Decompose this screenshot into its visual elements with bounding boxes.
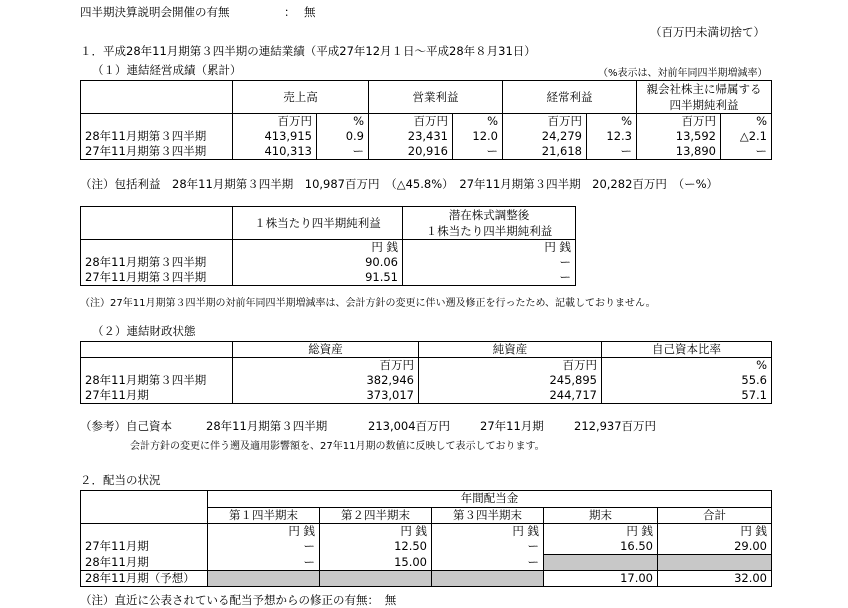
table-row (81, 129, 772, 144)
row-label: 28年11月期（予想） (81, 571, 208, 587)
equity-ref-period2: 27年11月期 (480, 419, 544, 433)
header-ordinary-income: 経常利益 (503, 81, 637, 114)
unit-row-label (81, 358, 233, 374)
header-net-income-line1: 親会社株主に帰属する (637, 81, 772, 98)
header-total: 合計 (658, 507, 772, 524)
value-cell: 29.00 (658, 539, 772, 555)
shaded-cell (432, 571, 544, 587)
value-cell: 0.9 (317, 129, 369, 144)
value-cell: 32.00 (658, 571, 772, 587)
unit-note: （百万円未満切捨て） (650, 25, 765, 39)
blank-header-cell (81, 207, 233, 240)
unit-row-label (81, 114, 233, 130)
unit-cell: 円 銭 (544, 524, 658, 540)
value-cell: 57.1 (602, 388, 772, 404)
blank-header-cell (81, 491, 208, 524)
header-net-assets: 純資産 (419, 342, 602, 358)
briefing-value: 無 (304, 5, 316, 19)
value-cell: 91.51 (233, 270, 403, 286)
equity-ref-value2: 212,937百万円 (574, 419, 657, 433)
unit-cell: 円 銭 (208, 524, 320, 540)
briefing-label: 四半期決算説明会開催の有無 (80, 5, 230, 19)
table-row (81, 571, 772, 587)
header-diluted-eps-line2: １株当たり四半期純利益 (403, 223, 576, 240)
equity-ref-period1: 28年11月期第３四半期 (206, 419, 328, 433)
value-cell: 410,313 (233, 144, 317, 160)
row-label: 28年11月期第３四半期 (81, 373, 233, 388)
value-cell: 15.00 (320, 555, 432, 571)
value-cell: 12.50 (320, 539, 432, 555)
table-row (81, 388, 772, 404)
header-diluted-eps-line1: 潜在株式調整後 (403, 207, 576, 224)
value-cell: 245,895 (419, 373, 602, 388)
value-cell: 13,890 (637, 144, 721, 160)
unit-cell: 百万円 (503, 114, 587, 130)
unit-cell: 円 銭 (658, 524, 772, 540)
unit-cell: 円 銭 (233, 240, 403, 256)
value-cell: 12.0 (453, 129, 503, 144)
equity-note: 会計方針の変更に伴う遡及適用影響額を、27年11月期の数値に反映して表示しております。 (130, 441, 545, 452)
value-cell: ー (317, 144, 369, 160)
value-cell: 244,717 (419, 388, 602, 404)
header-equity-ratio: 自己資本比率 (602, 342, 772, 358)
value-cell: ー (432, 539, 544, 555)
unit-cell: 百万円 (419, 358, 602, 374)
row-label: 27年11月期 (81, 539, 208, 555)
value-cell: ー (208, 539, 320, 555)
row-label: 27年11月期 (81, 388, 233, 404)
operating-results-title: （１）連結経営成績（累計） (92, 63, 242, 77)
header-sales: 売上高 (233, 81, 369, 114)
value-cell: 12.3 (587, 129, 637, 144)
header-annual-dividend: 年間配当金 (208, 491, 772, 508)
value-cell: ー (587, 144, 637, 160)
value-cell: 413,915 (233, 129, 317, 144)
header-operating-income: 営業利益 (369, 81, 503, 114)
value-cell: ー (208, 555, 320, 571)
unit-cell: 百万円 (637, 114, 721, 130)
table-row (81, 555, 772, 571)
value-cell: 55.6 (602, 373, 772, 388)
value-cell: 382,946 (233, 373, 419, 388)
header-q3-end: 第３四半期末 (432, 507, 544, 524)
shaded-cell (658, 555, 772, 571)
equity-ref-label: （参考）自己資本 (80, 419, 172, 433)
eps-note: （注）27年11月期第３四半期の対前年同四半期増減率は、会計方針の変更に伴い遡及修正を行ったため、記載しておりません。 (80, 298, 656, 309)
equity-ref-value1: 213,004百万円 (368, 419, 451, 433)
section1-title: １．平成28年11月期第３四半期の連結業績（平成27年12月１日～平成28年８月31日） (80, 44, 536, 58)
unit-cell: 百万円 (369, 114, 453, 130)
unit-cell: % (317, 114, 369, 130)
value-cell: 23,431 (369, 129, 453, 144)
value-cell: 373,017 (233, 388, 419, 404)
dividend-table (80, 490, 772, 587)
table-row (81, 373, 772, 388)
eps-table (80, 206, 576, 286)
unit-row-label (81, 524, 208, 540)
financial-position-table (80, 341, 772, 404)
table-row (81, 144, 772, 160)
header-eps: １株当たり四半期純利益 (233, 207, 403, 240)
value-cell: 21,618 (503, 144, 587, 160)
unit-cell: 円 銭 (320, 524, 432, 540)
table-row (81, 270, 576, 286)
value-cell: 16.50 (544, 539, 658, 555)
value-cell: ー (453, 144, 503, 160)
unit-row-label (81, 240, 233, 256)
value-cell: 17.00 (544, 571, 658, 587)
header-q1-end: 第１四半期末 (208, 507, 320, 524)
unit-cell: % (721, 114, 772, 130)
unit-cell: 円 銭 (432, 524, 544, 540)
unit-cell: % (453, 114, 503, 130)
unit-cell: 百万円 (233, 114, 317, 130)
unit-cell: 円 銭 (403, 240, 576, 256)
row-label: 28年11月期 (81, 555, 208, 571)
shaded-cell (208, 571, 320, 587)
blank-header-cell (81, 342, 233, 358)
table-row (81, 539, 772, 555)
change-rate-note: （%表示は、対前年同四半期増減率） (598, 68, 768, 79)
table-row (81, 255, 576, 270)
section2-title: ２．配当の状況 (80, 473, 161, 487)
row-label: 27年11月期第３四半期 (81, 144, 233, 160)
unit-cell: % (587, 114, 637, 130)
value-cell: ー (721, 144, 772, 160)
blank-header-cell (81, 81, 233, 114)
briefing-colon: ： (284, 5, 296, 19)
dividend-note: （注）直近に公表されている配当予想からの修正の有無： 無 (80, 593, 397, 607)
header-q2-end: 第２四半期末 (320, 507, 432, 524)
value-cell: 90.06 (233, 255, 403, 270)
operating-results-table (80, 80, 772, 160)
header-total-assets: 総資産 (233, 342, 419, 358)
value-cell: 13,592 (637, 129, 721, 144)
row-label: 28年11月期第３四半期 (81, 129, 233, 144)
unit-cell: % (602, 358, 772, 374)
row-label: 27年11月期第３四半期 (81, 270, 233, 286)
value-cell: △2.1 (721, 129, 772, 144)
value-cell: ー (432, 555, 544, 571)
comprehensive-income-note: （注）包括利益 28年11月期第３四半期 10,987百万円 （△45.8%） 27年11月期第３四半期 20,282百万円 （ー%） (80, 177, 719, 191)
unit-cell: 百万円 (233, 358, 419, 374)
header-net-income-line2: 四半期純利益 (637, 97, 772, 114)
header-year-end: 期末 (544, 507, 658, 524)
value-cell: ー (403, 270, 576, 286)
value-cell: 20,916 (369, 144, 453, 160)
row-label: 28年11月期第３四半期 (81, 255, 233, 270)
shaded-cell (320, 571, 432, 587)
financial-position-title: （２）連結財政状態 (92, 324, 196, 338)
value-cell: 24,279 (503, 129, 587, 144)
shaded-cell (544, 555, 658, 571)
value-cell: ー (403, 255, 576, 270)
